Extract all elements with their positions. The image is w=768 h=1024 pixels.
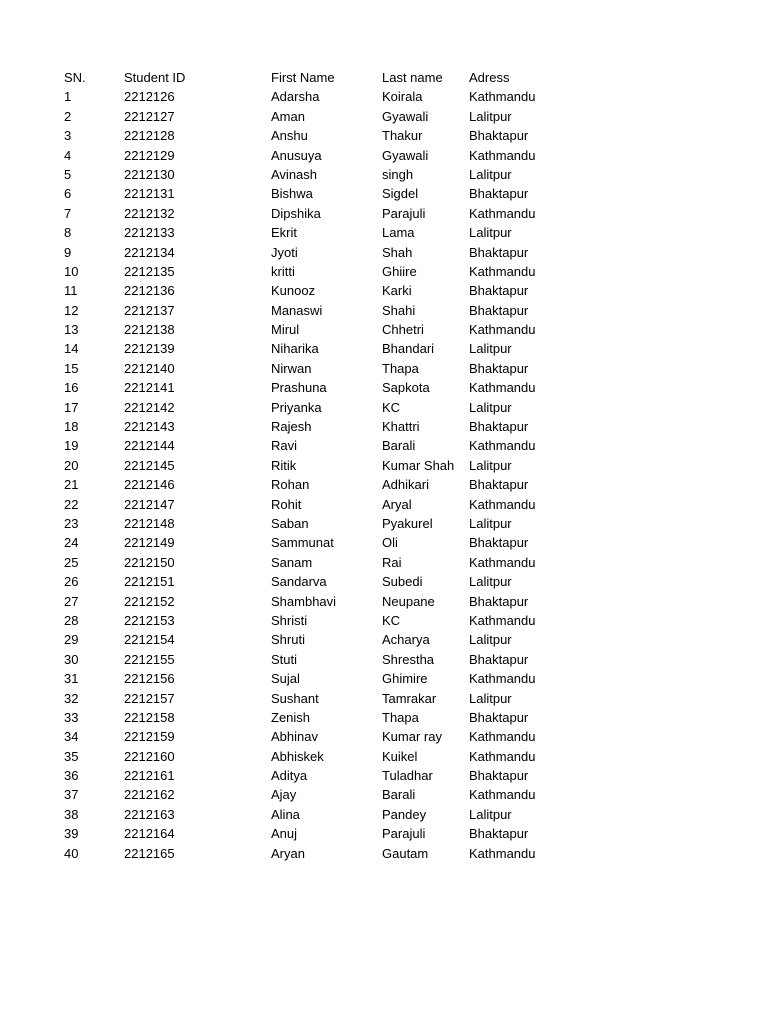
table-row: [64, 766, 584, 785]
table-row: [64, 87, 584, 106]
cell-last-name: Subedi: [382, 574, 423, 590]
cell-address: Kathmandu: [469, 205, 536, 221]
cell-first-name: Niharika: [271, 341, 319, 357]
table-row: [64, 669, 584, 688]
cell-address: Bhaktapur: [469, 283, 529, 299]
cell-student-id: 2212130: [124, 166, 175, 182]
cell-student-id: 2212143: [124, 419, 175, 435]
cell-student-id: 2212147: [124, 496, 175, 512]
cell-sn: 26: [64, 574, 79, 590]
cell-last-name: Neupane: [382, 593, 435, 609]
cell-last-name: Rai: [382, 554, 402, 570]
cell-sn: 6: [64, 186, 72, 202]
table-row: [64, 436, 584, 455]
cell-sn: 22: [64, 496, 79, 512]
cell-sn: 13: [64, 322, 79, 338]
cell-student-id: 2212156: [124, 671, 175, 687]
cell-first-name: Jyoti: [271, 244, 298, 260]
cell-last-name: Gyawali: [382, 108, 429, 124]
cell-address: Bhaktapur: [469, 244, 529, 260]
cell-sn: 8: [64, 225, 72, 241]
cell-first-name: Abhinav: [271, 729, 318, 745]
cell-student-id: 2212149: [124, 535, 175, 551]
cell-sn: 9: [64, 244, 72, 260]
cell-address: Bhaktapur: [469, 826, 529, 842]
cell-address: Kathmandu: [469, 438, 536, 454]
table-row: [64, 204, 584, 223]
cell-first-name: Manaswi: [271, 302, 323, 318]
cell-sn: 15: [64, 360, 79, 376]
cell-last-name: Oli: [382, 535, 398, 551]
cell-address: Lalitpur: [469, 166, 512, 182]
cell-last-name: Ghiire: [382, 263, 417, 279]
table-row: [64, 339, 584, 358]
cell-first-name: Sanam: [271, 554, 313, 570]
cell-student-id: 2212135: [124, 263, 175, 279]
cell-sn: 4: [64, 147, 72, 163]
cell-sn: 38: [64, 806, 79, 822]
cell-first-name: Saban: [271, 515, 309, 531]
cell-last-name: KC: [382, 612, 401, 628]
table-row: [64, 262, 584, 281]
table-row: [64, 572, 584, 591]
cell-last-name: Parajuli: [382, 205, 426, 221]
cell-first-name: Shambhavi: [271, 593, 337, 609]
cell-last-name: Barali: [382, 438, 416, 454]
cell-address: Bhaktapur: [469, 186, 529, 202]
cell-sn: 29: [64, 632, 79, 648]
cell-address: Bhaktapur: [469, 535, 529, 551]
cell-first-name: Nirwan: [271, 360, 312, 376]
header-sn: SN.: [64, 70, 86, 85]
cell-first-name: Anshu: [271, 128, 308, 144]
cell-sn: 17: [64, 399, 79, 415]
cell-student-id: 2212132: [124, 205, 175, 221]
cell-address: Kathmandu: [469, 787, 536, 803]
cell-address: Kathmandu: [469, 147, 536, 163]
cell-last-name: Adhikari: [382, 477, 429, 493]
cell-address: Bhaktapur: [469, 651, 529, 667]
cell-address: Lalitpur: [469, 632, 512, 648]
cell-address: Bhaktapur: [469, 593, 529, 609]
cell-last-name: Shahi: [382, 302, 416, 318]
cell-sn: 32: [64, 690, 79, 706]
cell-sn: 1: [64, 89, 72, 105]
cell-sn: 20: [64, 457, 79, 473]
table-row: [64, 689, 584, 708]
cell-sn: 12: [64, 302, 79, 318]
cell-last-name: Pyakurel: [382, 515, 433, 531]
cell-student-id: 2212158: [124, 709, 175, 725]
table-row: [64, 650, 584, 669]
cell-first-name: kritti: [271, 263, 295, 279]
cell-student-id: 2212142: [124, 399, 175, 415]
cell-last-name: Ghimire: [382, 671, 428, 687]
table-row: [64, 223, 584, 242]
cell-first-name: Mirul: [271, 322, 300, 338]
cell-last-name: Aryal: [382, 496, 412, 512]
cell-last-name: Thapa: [382, 360, 419, 376]
cell-student-id: 2212161: [124, 768, 175, 784]
cell-student-id: 2212136: [124, 283, 175, 299]
cell-sn: 37: [64, 787, 79, 803]
cell-last-name: Barali: [382, 787, 416, 803]
cell-sn: 2: [64, 108, 72, 124]
cell-last-name: Lama: [382, 225, 415, 241]
table-row: [64, 824, 584, 843]
cell-sn: 10: [64, 263, 79, 279]
cell-address: Bhaktapur: [469, 768, 529, 784]
cell-first-name: Anuj: [271, 826, 298, 842]
table-row: [64, 165, 584, 184]
cell-address: Bhaktapur: [469, 477, 529, 493]
cell-last-name: Sapkota: [382, 380, 430, 396]
cell-address: Kathmandu: [469, 845, 536, 861]
header-first-name: First Name: [271, 70, 335, 85]
cell-first-name: Adarsha: [271, 89, 320, 105]
cell-student-id: 2212128: [124, 128, 175, 144]
cell-first-name: Abhiskek: [271, 748, 324, 764]
cell-last-name: Tuladhar: [382, 768, 433, 784]
table-row: [64, 320, 584, 339]
cell-address: Lalitpur: [469, 457, 512, 473]
cell-student-id: 2212162: [124, 787, 175, 803]
cell-first-name: Shristi: [271, 612, 308, 628]
cell-sn: 5: [64, 166, 72, 182]
cell-address: Kathmandu: [469, 263, 536, 279]
cell-first-name: Prashuna: [271, 380, 327, 396]
cell-last-name: Acharya: [382, 632, 430, 648]
table-row: [64, 708, 584, 727]
cell-first-name: Ekrit: [271, 225, 297, 241]
table-header-row: [64, 68, 584, 87]
table-row: [64, 785, 584, 804]
cell-first-name: Kunooz: [271, 283, 316, 299]
table-row: [64, 514, 584, 533]
cell-first-name: Dipshika: [271, 205, 321, 221]
cell-last-name: Kumar Shah: [382, 457, 455, 473]
cell-address: Kathmandu: [469, 729, 536, 745]
cell-address: Kathmandu: [469, 612, 536, 628]
cell-sn: 7: [64, 205, 72, 221]
cell-sn: 16: [64, 380, 79, 396]
cell-last-name: Shrestha: [382, 651, 435, 667]
table-row: [64, 184, 584, 203]
table-row: [64, 553, 584, 572]
cell-last-name: Gautam: [382, 845, 429, 861]
cell-student-id: 2212134: [124, 244, 175, 260]
table-row: [64, 844, 584, 863]
cell-student-id: 2212164: [124, 826, 175, 842]
cell-last-name: Koirala: [382, 89, 423, 105]
cell-first-name: Alina: [271, 806, 300, 822]
cell-first-name: Shruti: [271, 632, 305, 648]
cell-student-id: 2212139: [124, 341, 175, 357]
cell-student-id: 2212160: [124, 748, 175, 764]
cell-address: Lalitpur: [469, 225, 512, 241]
cell-address: Lalitpur: [469, 341, 512, 357]
cell-last-name: Kuikel: [382, 748, 418, 764]
cell-address: Kathmandu: [469, 748, 536, 764]
cell-last-name: Pandey: [382, 806, 427, 822]
cell-sn: 23: [64, 515, 79, 531]
cell-first-name: Avinash: [271, 166, 318, 182]
table-row: [64, 533, 584, 552]
table-row: [64, 747, 584, 766]
table-row: [64, 281, 584, 300]
cell-last-name: Chhetri: [382, 322, 424, 338]
table-row: [64, 592, 584, 611]
table-body: [64, 87, 584, 863]
cell-student-id: 2212138: [124, 322, 175, 338]
cell-address: Lalitpur: [469, 515, 512, 531]
table-row: [64, 107, 584, 126]
table-row: [64, 417, 584, 436]
cell-address: Bhaktapur: [469, 302, 529, 318]
cell-first-name: Aman: [271, 108, 305, 124]
student-table: [64, 68, 584, 863]
cell-address: Lalitpur: [469, 690, 512, 706]
cell-student-id: 2212159: [124, 729, 175, 745]
cell-last-name: Shah: [382, 244, 413, 260]
cell-sn: 21: [64, 477, 79, 493]
cell-address: Kathmandu: [469, 554, 536, 570]
cell-sn: 35: [64, 748, 79, 764]
cell-last-name: Khattri: [382, 419, 420, 435]
cell-sn: 40: [64, 845, 79, 861]
table-row: [64, 359, 584, 378]
table-row: [64, 126, 584, 145]
cell-first-name: Bishwa: [271, 186, 313, 202]
cell-last-name: Thapa: [382, 709, 419, 725]
cell-student-id: 2212129: [124, 147, 175, 163]
cell-student-id: 2212157: [124, 690, 175, 706]
cell-address: Kathmandu: [469, 496, 536, 512]
cell-student-id: 2212153: [124, 612, 175, 628]
cell-last-name: Thakur: [382, 128, 423, 144]
cell-first-name: Priyanka: [271, 399, 322, 415]
cell-address: Lalitpur: [469, 574, 512, 590]
table-row: [64, 475, 584, 494]
cell-student-id: 2212140: [124, 360, 175, 376]
table-row: [64, 630, 584, 649]
cell-student-id: 2212152: [124, 593, 175, 609]
table-row: [64, 611, 584, 630]
cell-sn: 34: [64, 729, 79, 745]
cell-student-id: 2212144: [124, 438, 175, 454]
cell-sn: 27: [64, 593, 79, 609]
cell-sn: 30: [64, 651, 79, 667]
cell-sn: 3: [64, 128, 72, 144]
cell-first-name: Rohan: [271, 477, 310, 493]
cell-last-name: singh: [382, 166, 414, 182]
cell-address: Kathmandu: [469, 671, 536, 687]
cell-sn: 18: [64, 419, 79, 435]
cell-student-id: 2212151: [124, 574, 175, 590]
cell-first-name: Sujal: [271, 671, 300, 687]
cell-first-name: Sammunat: [271, 535, 334, 551]
cell-last-name: Sigdel: [382, 186, 419, 202]
cell-student-id: 2212126: [124, 89, 175, 105]
cell-address: Lalitpur: [469, 806, 512, 822]
cell-student-id: 2212148: [124, 515, 175, 531]
cell-first-name: Rajesh: [271, 419, 312, 435]
cell-first-name: Anusuya: [271, 147, 322, 163]
cell-first-name: Ravi: [271, 438, 298, 454]
header-student-id: Student ID: [124, 70, 186, 85]
cell-sn: 19: [64, 438, 79, 454]
cell-address: Kathmandu: [469, 380, 536, 396]
table-row: [64, 805, 584, 824]
cell-sn: 28: [64, 612, 79, 628]
cell-address: Lalitpur: [469, 399, 512, 415]
table-row: [64, 146, 584, 165]
cell-address: Lalitpur: [469, 108, 512, 124]
cell-address: Bhaktapur: [469, 128, 529, 144]
cell-student-id: 2212131: [124, 186, 175, 202]
table-row: [64, 243, 584, 262]
cell-sn: 39: [64, 826, 79, 842]
cell-address: Kathmandu: [469, 89, 536, 105]
cell-sn: 14: [64, 341, 79, 357]
cell-sn: 33: [64, 709, 79, 725]
cell-address: Bhaktapur: [469, 709, 529, 725]
cell-first-name: Ritik: [271, 457, 297, 473]
cell-first-name: Aryan: [271, 845, 305, 861]
table-row: [64, 495, 584, 514]
cell-first-name: Sushant: [271, 690, 319, 706]
cell-last-name: Kumar ray: [382, 729, 442, 745]
table-row: [64, 378, 584, 397]
cell-first-name: Ajay: [271, 787, 297, 803]
cell-student-id: 2212137: [124, 302, 175, 318]
table-row: [64, 456, 584, 475]
cell-student-id: 2212127: [124, 108, 175, 124]
cell-student-id: 2212165: [124, 845, 175, 861]
table-row: [64, 727, 584, 746]
cell-first-name: Rohit: [271, 496, 302, 512]
cell-student-id: 2212155: [124, 651, 175, 667]
cell-student-id: 2212141: [124, 380, 175, 396]
cell-sn: 11: [64, 283, 78, 299]
cell-student-id: 2212154: [124, 632, 175, 648]
cell-first-name: Sandarva: [271, 574, 327, 590]
cell-last-name: Bhandari: [382, 341, 435, 357]
cell-sn: 24: [64, 535, 79, 551]
cell-student-id: 2212163: [124, 806, 175, 822]
cell-last-name: KC: [382, 399, 401, 415]
cell-last-name: Karki: [382, 283, 412, 299]
cell-first-name: Stuti: [271, 651, 298, 667]
header-address: Adress: [469, 70, 510, 85]
cell-address: Bhaktapur: [469, 419, 529, 435]
table-row: [64, 301, 584, 320]
cell-last-name: Gyawali: [382, 147, 429, 163]
cell-last-name: Tamrakar: [382, 690, 437, 706]
cell-sn: 25: [64, 554, 79, 570]
cell-student-id: 2212150: [124, 554, 175, 570]
cell-last-name: Parajuli: [382, 826, 426, 842]
cell-address: Bhaktapur: [469, 360, 529, 376]
cell-student-id: 2212133: [124, 225, 175, 241]
cell-address: Kathmandu: [469, 322, 536, 338]
cell-first-name: Aditya: [271, 768, 308, 784]
table-row: [64, 398, 584, 417]
cell-student-id: 2212145: [124, 457, 175, 473]
cell-sn: 31: [64, 671, 79, 687]
header-last-name: Last name: [382, 70, 443, 85]
cell-student-id: 2212146: [124, 477, 175, 493]
cell-sn: 36: [64, 768, 79, 784]
cell-first-name: Zenish: [271, 709, 311, 725]
